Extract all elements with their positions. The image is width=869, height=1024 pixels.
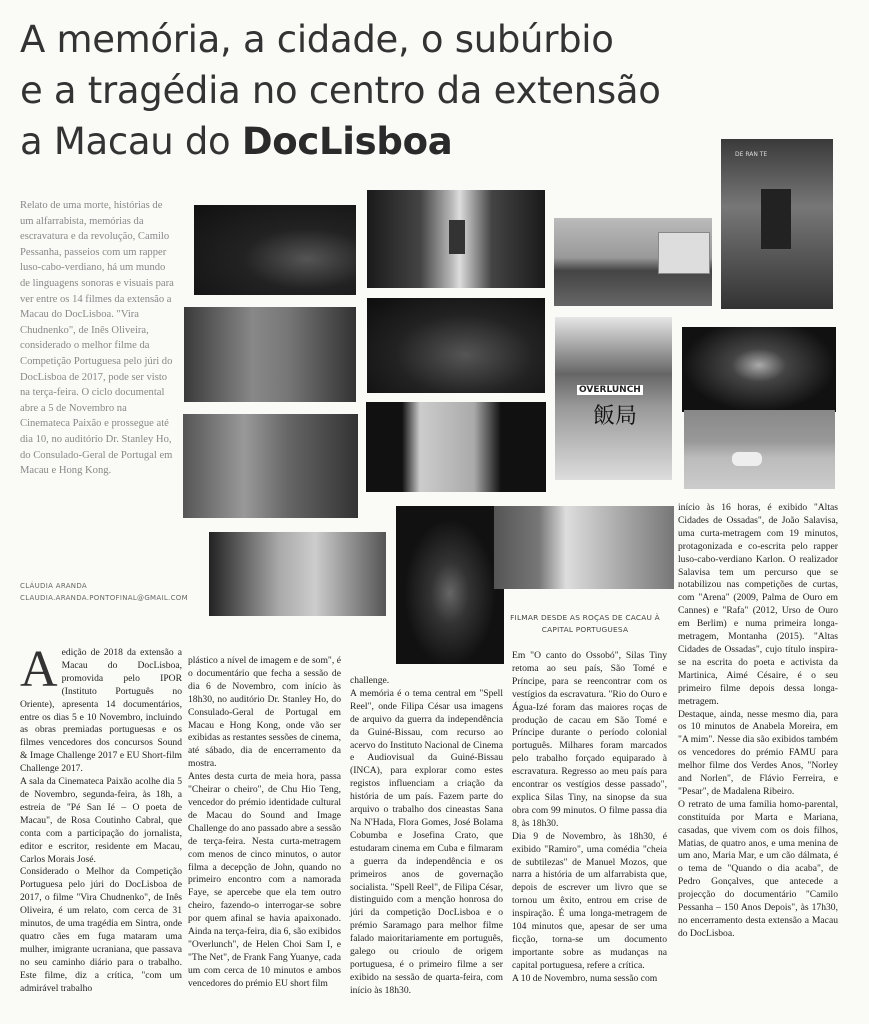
column-4-text: Em "O canto do Ossobó", Silas Tiny retoma ao seu país, São Tomé e Príncipe, para se reencontrar com os vestígios da escravatura. "Rio do Ouro e Água-Izé foram das maiores roças de produção de cacau em São Tomé e Príncipe durante o período colonial português. Milhares foram marcados pelo trabalho forçado equiparado à escravatura. Regresso ao meu país para encontrar os vestígios desse passado", explica Silas Tiny, na sinopse da sua obra com 99 minutos. O filme passa dia 8, às 18h30. Dia 9 de Novembro, às 18h30, é exibido "Ramiro", uma comédia "cheia de subtilezas" de Manuel Mozos, que narra a história de um alfarrabista que, depois de escrever um livro que se tornou um êxito, entrou em crise de inspiração. É uma longa-metragem de 104 minutos que, apesar de ser uma ficção, torna-se um documento importante sobre as mudanças na capital portuguesa, refere a crítica. A 10 de Novembro, numa sessão com: [512, 650, 667, 984]
column-1-text: edição de 2018 da extensão a Macau do DocLisboa, promovida pelo IPOR (Instituto Português no Oriente), apresenta 14 documentários, entre os dias 5 e 10 Novembro, incluindo as obras premiadas portuguesas e os filmes vencedores dos concursos Sound & Image Challenge 2017 e EU Short-film Challenge 2017. A sala da Cinemateca Paixão acolhe dia 5 de Novembro, segunda-feira, às 18h, a estreia de "Pé San Ié – O poeta de Macau", de Rosa Coutinho Cabral, que conta com a participação do jornalista, editor e escritor, residente em Macau, Carlos Morais José. Considerado o Melhor da Competição Portuguesa pelo júri do DocLisboa de 2017, o filme "Vira Chudnenko", de Inês Oliveira, é um relato, com cerca de 31 minutos, de uma tragédia em Sintra, onde quatro cães em fuga mataram uma mulher, imigrante ucraniana, que passava no seu caminho diário para o trabalho. Este filme, diz a crítica, "com um admirável trabalho: [20, 647, 182, 994]
article-column-4: [512, 650, 667, 986]
film-poster-overlunch: [555, 317, 672, 480]
article-column-1: [20, 641, 182, 995]
headline-line-1: A memória, a cidade, o subúrbio: [20, 18, 614, 61]
column-2-text: plástico a nível de imagem e de som", é o documentário que fecha a sessão de dia 6 de Novembro, com início às 18h30, no auditório Dr. Stanley Ho, do Consulado-Geral de Portugal em Macau e Hong Kong, onde vão ser exibidas as restantes sessões de cinema, até sábado, dia de encerramento da mostra. Antes desta curta de meia hora, passa "Cheirar o cheiro", de Chu Hio Teng, vencedor do prémio identidade cultural de Macau do Sound and Image Challenge do ano passado abre a sessão de terça-feira. Nesta curta-metragem com menos de cinco minutos, o autor filma a decepção de John, quando no primeiro encontro com a namorada Faye, se apercebe que ela tem outro cheiro, fazendo-o interrogar-se sobre por quem afinal se havia apaixonado. Ainda na terça-feira, dia 6, são exibidos "Overlunch", de Helen Choi Sam I, e "The Net", de Frank Fang Yuanye, cada um com cerca de 10 minutos e ambos vencedores do prémio EU short film: [188, 655, 341, 989]
film-still-bookshop: [183, 414, 358, 518]
headline-line-2: e a tragédia no centro da extensão: [20, 69, 661, 112]
film-still-horse: [684, 410, 835, 489]
headline-brand: DocLisboa: [241, 120, 453, 163]
lede-paragraph: Relato de uma morte, histórias de um alfarrabista, memórias da escravatura e da revolução, Camilo Pessanha, passeios com um rapper luso-cabo-verdiano, há um mundo de linguagens sonoras e visuais para ver entre os 14 filmes da extensão a Macau do DocLisboa. "Vira Chudnenko", de Inês Oliveira, considerado o melhor filme da Competição Portuguesa pelo júri do DocLisboa de 2017, pode ser visto na terça-feira. O ciclo documental abre a 5 de Novembro na Cinemateca Paixão e prossegue até dia 10, no auditório Dr. Stanley Ho, do Consulado-Geral de Portugal em Macau e Hong Kong.: [20, 200, 174, 477]
headline-line-3: a Macau do: [20, 120, 242, 163]
film-still-night-street: [682, 327, 836, 412]
overlunch-chinese-title: 飯局: [593, 403, 638, 428]
article-column-3: [350, 675, 503, 998]
overlunch-logo: OVERLUNCH: [579, 385, 641, 395]
film-still-dark-figure: [194, 205, 356, 295]
byline-email: CLAUDIA.ARANDA.PONTOFINAL@GMAIL.COM: [20, 594, 188, 602]
column-3-text: challenge. A memória é o tema central em "Spell Reel", onde Filipa César usa imagens de arquivo da guerra da independência da Guiné-Bissau, com recurso ao acervo do Instituto Nacional de Cinema e Audiovisual da Guiné-Bissau (INCA), para explorar como estes registos influenciam a criação da história de um país. Fazem parte do arquivo o trabalho dos cineastas Sana Na N'Hada, Flora Gomes, José Bolama Cobumba e Josefina Crato, que estudaram cinema em Cuba e filmaram a guerra da independência e os primeiros anos de governação socialista. "Spell Reel", de Filipa César, distinguido com a menção honrosa do júri da competição DocLisboa e o prémio Saramago para melhor filme falado maioritariamente em português, galego ou crioulo de origem portuguesa, é o primeiro filme a ser exibido na sessão de quarta-feira, com início às 18h30.: [350, 675, 503, 996]
column-5-text: início às 16 horas, é exibido "Altas Cidades de Ossadas", de João Salavisa, uma curta-metragem com 19 minutos, protagonizada e co-escrita pelo rapper luso-cabo-verdiano Karlon. O realizador Salavisa tem um percurso que se notabilizou nas competições de curtas, com "Arena" (2009, Palma de Ouro em Cannes) e "Rafa" (2012, Urso de Ouro em Berlim) e numa primeira longa-metragem, Montanha (2015). "Altas Cidades de Ossadas", cujo título inspira-se na escrita do poeta e activista da Martinica, Aimé Césaire, é o seu primeiro filme depois dessa longa-metragem. Destaque, ainda, nesse mesmo dia, para os 10 minutos de Anabela Moreira, em "A mim". Nesse dia são exibidos também os vencedores do prémio FAMU para melhor filme dos Verdes Anos, "Norley and Norlen", de Flávio Ferreira, e "Pesar", de Madalena Ribeiro. O retrato de uma família homo-parental, constituída por Marta e Mariana, casadas, que vivem com os dois filhos, Matias, de quatro anos, e uma menina de um ano, Maria Mar, e um cão dálmata, é o tema de "Quando o dia acaba", de Pedro Gonçalves, que antecede a projecção do documentário "Camilo Pessanha – 150 Anos Depois", às 17h30, no encerramento desta extensão a Macau do DocLisboa.: [678, 502, 838, 939]
poster-title: DE RAN TE: [735, 151, 768, 158]
film-still-window-view: [494, 506, 674, 589]
film-still-corridor: [367, 190, 545, 288]
drop-cap: A: [20, 641, 58, 698]
film-still-feet: [367, 298, 545, 393]
film-still-window-landscape: [366, 402, 546, 492]
byline-author: CLÁUDIA ARANDA: [20, 582, 87, 590]
film-poster: [721, 139, 833, 309]
article-column-2: [188, 655, 341, 991]
film-still-portrait-dark: [396, 506, 504, 664]
film-still-street-scene: [209, 532, 386, 616]
byline: [20, 580, 190, 604]
article-column-5: [678, 502, 838, 941]
film-still-interior-room: [184, 307, 356, 402]
film-still-colonial-building: [554, 218, 712, 306]
photo-caption: FILMAR DESDE AS ROÇAS DE CACAU À CAPITAL PORTUGUESA: [510, 613, 660, 634]
